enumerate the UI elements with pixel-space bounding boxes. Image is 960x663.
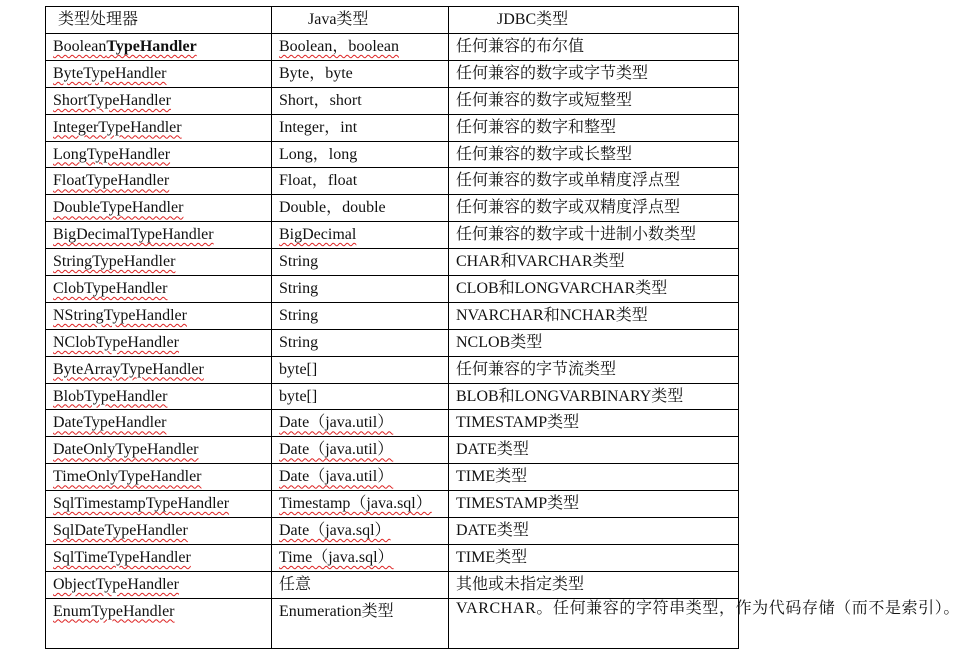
handler-name: FloatTypeHandler	[53, 172, 170, 190]
handler-name: NStringTypeHandler	[53, 306, 187, 324]
header-jdbc-type: JDBC类型	[449, 7, 739, 34]
table-row	[46, 464, 739, 491]
jdbc-type-cell: NCLOB类型	[449, 329, 739, 356]
java-type-cell	[272, 491, 449, 518]
java-type-cell: byte[]	[272, 356, 449, 383]
handler-cell	[46, 302, 272, 329]
handler-name: IntegerTypeHandler	[53, 118, 182, 136]
handler-name: ShortTypeHandler	[53, 91, 171, 109]
java-type-cell: Integer，int	[272, 114, 449, 141]
java-type-text: Date（java.util）	[279, 414, 394, 432]
handler-name: LongTypeHandler	[53, 145, 171, 163]
jdbc-type-cell: 任何兼容的数字或单精度浮点型	[449, 168, 739, 195]
handler-cell	[46, 356, 272, 383]
table-row	[46, 491, 739, 518]
jdbc-type-cell: 任何兼容的字节流类型	[449, 356, 739, 383]
java-type-cell: Byte，byte	[272, 60, 449, 87]
java-type-cell: String	[272, 302, 449, 329]
handler-name: BlobTypeHandler	[53, 387, 168, 405]
handler-cell	[46, 329, 272, 356]
table-body	[46, 34, 960, 649]
java-type-cell	[272, 437, 449, 464]
java-type-cell	[272, 410, 449, 437]
handler-cell	[46, 87, 272, 114]
java-type-cell: byte[]	[272, 383, 449, 410]
java-type-cell	[272, 544, 449, 571]
handler-name: EnumTypeHandler	[53, 602, 175, 620]
jdbc-type-cell: TIME类型	[449, 544, 739, 571]
handler-cell	[46, 195, 272, 222]
java-type-cell: String	[272, 276, 449, 303]
jdbc-type-cell: 其他或未指定类型	[449, 571, 739, 598]
jdbc-type-cell: DATE类型	[449, 437, 739, 464]
java-type-cell: Double，double	[272, 195, 449, 222]
java-type-cell: String	[272, 329, 449, 356]
jdbc-type-cell: 任何兼容的数字或长整型	[449, 141, 739, 168]
jdbc-type-cell: 任何兼容的数字和整型	[449, 114, 739, 141]
handler-name: SqlTimestampTypeHandler	[53, 495, 230, 513]
handler-cell	[46, 464, 272, 491]
table-row	[46, 249, 739, 276]
table-row	[46, 383, 739, 410]
handler-name: BigDecimalTypeHandler	[53, 226, 214, 244]
jdbc-type-cell: 任何兼容的数字或十进制小数类型	[449, 222, 739, 249]
handler-cell	[46, 168, 272, 195]
handler-name-prefix: Boolean	[53, 38, 107, 55]
handler-name: ByteArrayTypeHandler	[53, 360, 204, 378]
handler-name: SqlDateTypeHandler	[53, 522, 188, 540]
java-type-cell: Short，short	[272, 87, 449, 114]
handler-cell	[46, 571, 272, 598]
table-row	[46, 544, 739, 571]
jdbc-type-cell: TIMESTAMP类型	[449, 491, 739, 518]
table-row	[46, 34, 739, 61]
java-type-cell: Float，float	[272, 168, 449, 195]
handler-name: DateTypeHandler	[53, 414, 167, 432]
header-row	[46, 7, 739, 34]
table-row	[46, 60, 739, 87]
handler-cell	[46, 249, 272, 276]
jdbc-type-cell: TIME类型	[449, 464, 739, 491]
handler-cell	[46, 410, 272, 437]
handler-cell	[46, 34, 272, 61]
table-header	[46, 7, 739, 34]
jdbc-type-cell: 任何兼容的数字或短整型	[449, 87, 739, 114]
java-type-text: Date（java.util）	[279, 468, 394, 486]
jdbc-type-cell: DATE类型	[449, 518, 739, 545]
handler-name: NClobTypeHandler	[53, 333, 179, 351]
header-handler: 类型处理器	[46, 7, 272, 34]
java-type-cell	[272, 222, 449, 249]
jdbc-type-cell: 任何兼容的数字或双精度浮点型	[449, 195, 739, 222]
table-row	[46, 356, 739, 383]
handler-cell	[46, 491, 272, 518]
handler-name: StringTypeHandler	[53, 253, 176, 271]
handler-cell	[46, 276, 272, 303]
table-row	[46, 329, 739, 356]
jdbc-type-cell: BLOB和LONGVARBINARY类型	[449, 383, 739, 410]
java-type-cell	[272, 464, 449, 491]
java-type-cell: Enumeration类型	[272, 598, 449, 648]
table-row	[46, 302, 739, 329]
table-row	[46, 195, 739, 222]
table-row	[46, 437, 739, 464]
java-type-cell	[272, 518, 449, 545]
table-row	[46, 518, 739, 545]
java-type-text: Time（java.sql）	[279, 548, 394, 566]
handler-cell	[46, 437, 272, 464]
table-row	[46, 141, 739, 168]
handler-name: DoubleTypeHandler	[53, 199, 184, 217]
jdbc-type-cell: TIMESTAMP类型	[449, 410, 739, 437]
handler-name: ClobTypeHandler	[53, 280, 168, 298]
java-type-cell: 任意	[272, 571, 449, 598]
table-row	[46, 114, 739, 141]
handler-name: ByteTypeHandler	[53, 64, 167, 82]
table-row	[46, 276, 739, 303]
java-type-text: Date（java.util）	[279, 441, 394, 459]
handler-cell	[46, 598, 272, 648]
handler-cell	[46, 114, 272, 141]
java-type-text: Date（java.sql）	[279, 522, 391, 540]
handler-cell	[46, 60, 272, 87]
table-row	[46, 222, 739, 249]
type-handler-table	[45, 6, 960, 649]
java-type-text: BigDecimal	[279, 226, 357, 244]
handler-name: ObjectTypeHandler	[53, 575, 179, 593]
handler-cell	[46, 544, 272, 571]
jdbc-type-cell: 任何兼容的数字或字节类型	[449, 60, 739, 87]
jdbc-type-cell: CLOB和LONGVARCHAR类型	[449, 276, 739, 303]
table-row	[46, 571, 739, 598]
header-java-type: Java类型	[272, 7, 449, 34]
handler-name: SqlTimeTypeHandler	[53, 548, 191, 566]
java-type-cell: Long，long	[272, 141, 449, 168]
java-type-text: Boolean，boolean	[279, 38, 399, 55]
java-type-text: Timestamp（java.sql）	[279, 495, 432, 513]
java-type-cell: String	[272, 249, 449, 276]
table-row	[46, 598, 739, 648]
jdbc-type-cell: VARCHAR。任何兼容的字符串类型，作为代码存储（而不是索引）。	[449, 598, 739, 648]
handler-name: DateOnlyTypeHandler	[53, 441, 199, 459]
table-row	[46, 410, 739, 437]
handler-name	[53, 38, 197, 55]
handler-cell	[46, 518, 272, 545]
handler-cell	[46, 222, 272, 249]
table-row	[46, 87, 739, 114]
handler-cell	[46, 141, 272, 168]
jdbc-type-cell: CHAR和VARCHAR类型	[449, 249, 739, 276]
jdbc-type-cell: NVARCHAR和NCHAR类型	[449, 302, 739, 329]
java-type-cell	[272, 34, 449, 61]
table-row	[46, 168, 739, 195]
handler-cell	[46, 383, 272, 410]
handler-name-bold: TypeHandler	[106, 38, 197, 55]
jdbc-type-cell: 任何兼容的布尔值	[449, 34, 739, 61]
handler-name: TimeOnlyTypeHandler	[53, 468, 202, 486]
